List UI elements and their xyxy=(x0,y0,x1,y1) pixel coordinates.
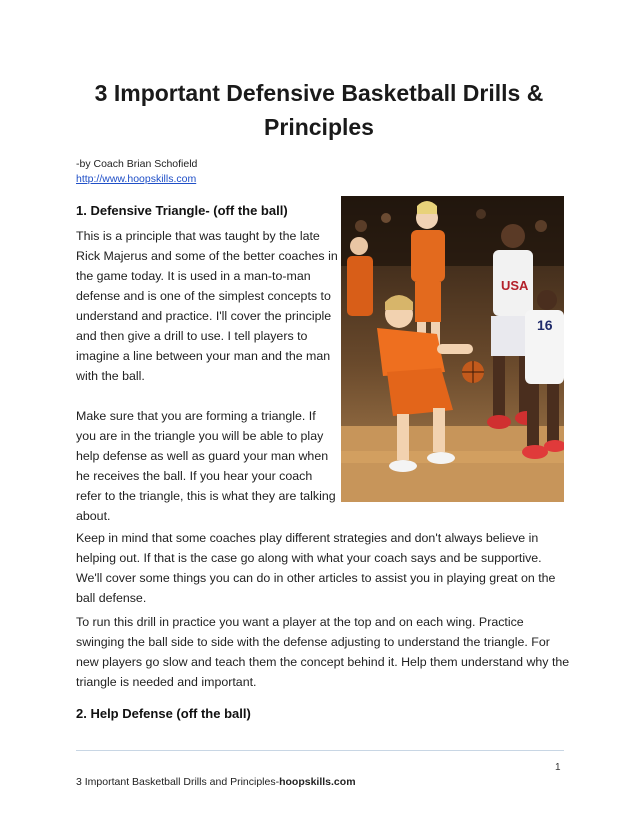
page-number: 1 xyxy=(555,762,561,773)
paragraph-intro: This is a principle that was taught by the late Rick Majerus and some of the better coaches in the game today. It is used in a man-to-man defense and is one of the simplest concepts to understand and practice. I'll cover the principle and then give a drill to use. I tell players to imagine a line between your man and the man with the ball. xyxy=(76,229,338,383)
basketball-photo xyxy=(341,196,564,502)
footer-site: hoopskills.com xyxy=(279,776,356,788)
section-heading-defensive-triangle: 1. Defensive Triangle- (off the ball) xyxy=(76,203,288,218)
page-title: 3 Important Defensive Basketball Drills & Principles xyxy=(94,80,544,140)
paragraph-triangle: Make sure that you are forming a triangle. If you are in the triangle you will be able to play help defense as well as guard your man when he receives the ball. If you hear your coach refer to the triangle, this is what they are talking about. xyxy=(76,409,336,523)
page-footer xyxy=(76,776,356,788)
paragraph-drill: To run this drill in practice you want a player at the top and on each wing. Practice swinging the ball side to side with the defense adjusting to understand the triangle. For new players go slow and teach them the concept behind it. Help them understand why the triangle is needed and important. xyxy=(76,615,570,689)
section-heading-help-defense: 2. Help Defense (off the ball) xyxy=(76,706,251,721)
jersey-text: USA xyxy=(501,278,529,293)
byline-block xyxy=(76,157,197,187)
jersey-number: 16 xyxy=(537,317,553,333)
footer-text: 3 Important Basketball Drills and Principles- xyxy=(76,776,280,788)
website-link[interactable]: http://www.hoopskills.com xyxy=(76,173,197,185)
footer-divider xyxy=(76,750,564,751)
author-byline: -by Coach Brian Schofield xyxy=(76,158,198,170)
paragraph-strategies: Keep in mind that some coaches play different strategies and don't always believe in helping out. If that is the case go along with what your coach says and be supportive. We'll cover some things you can do in other articles to assist you in playing great on the ball defense. xyxy=(76,531,556,605)
